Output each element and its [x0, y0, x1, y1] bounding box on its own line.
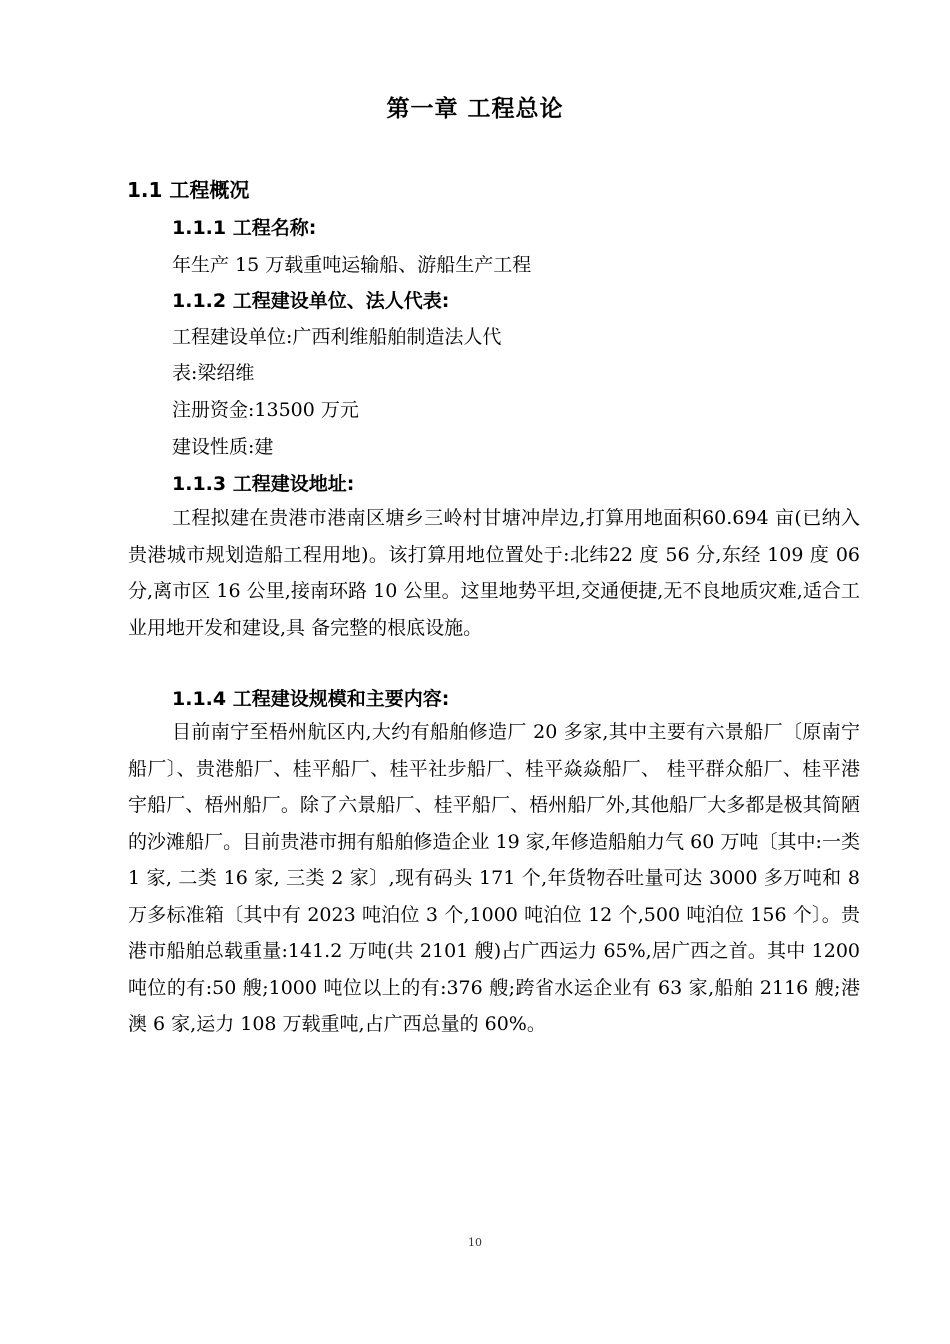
project-name-heading: 1.1.1 工程名称: [172, 217, 317, 239]
project-address-heading: 1.1.3 工程建设地址: [172, 473, 355, 495]
legal-representative-line: 表:梁绍维 [172, 362, 255, 384]
project-unit-heading: 1.1.2 工程建设单位、法人代表: [172, 290, 450, 312]
project-scale-paragraph: 目前南宁至梧州航区内,大约有船舶修造厂 20 多家,其中主要有六景船厂〔原南宁船厂〕、贵港船厂、桂平船厂、桂平社步船厂、桂平焱焱船厂、 桂平群众船厂、桂平港宇船厂、梧州船厂。除了六景船厂、桂平船厂、梧州船厂外,其他船厂大多都是极其简陋的沙滩船厂。目前贵港市拥有船舶修造企业 19 家,年修造船舶力气 60 万吨〔其中:一类 1 家, 二类 16 家, 三类 2 家〕,现有码头 171 个,年货物吞吐量可达 3000 多万吨和 8 万多标准箱〔其中有 2023 吨泊位 3 个,1000 吨泊位 12 个,500 吨泊位 156 个〕。贵港市船舶总载重量:141.2 万吨(共 2101 艘)占广西运力 65%,居广西之首。其中 1200 吨位的有:50 艘;1000 吨位以上的有:376 艘;跨省水运企业有 63 家,船舶 2116 艘;港澳 6 家,运力 108 万载重吨,占广西总量的 60%。 [128, 721, 860, 1035]
project-name-text: 年生产 15 万载重吨运输船、游船生产工程 [172, 254, 532, 276]
project-scale-heading: 1.1.4 工程建设规模和主要内容: [172, 688, 450, 710]
project-address-paragraph: 工程拟建在贵港市港南区塘乡三岭村甘塘冲岸边,打算用地面积60.694 亩(已纳入贵港城市规划造船工程用地)。该打算用地位置处于:北纬22 度 56 分,东经 109 度 06 分,离市区 16 公里,接南环路 10 公里。这里地势平坦,交通便捷,无不良地质灾难,适合工业用地开发和建设,具 备完整的根底设施。 [128, 507, 860, 639]
page-number: 10 [468, 1236, 482, 1249]
project-unit-line: 工程建设单位:广西利维船舶制造法人代 [172, 326, 502, 348]
construction-nature-line: 建设性质:建 [172, 436, 274, 458]
registered-capital-line: 注册资金:13500 万元 [172, 399, 359, 421]
section-heading: 1.1 工程概况 [127, 178, 250, 202]
chapter-title: 第一章 工程总论 [386, 96, 564, 122]
